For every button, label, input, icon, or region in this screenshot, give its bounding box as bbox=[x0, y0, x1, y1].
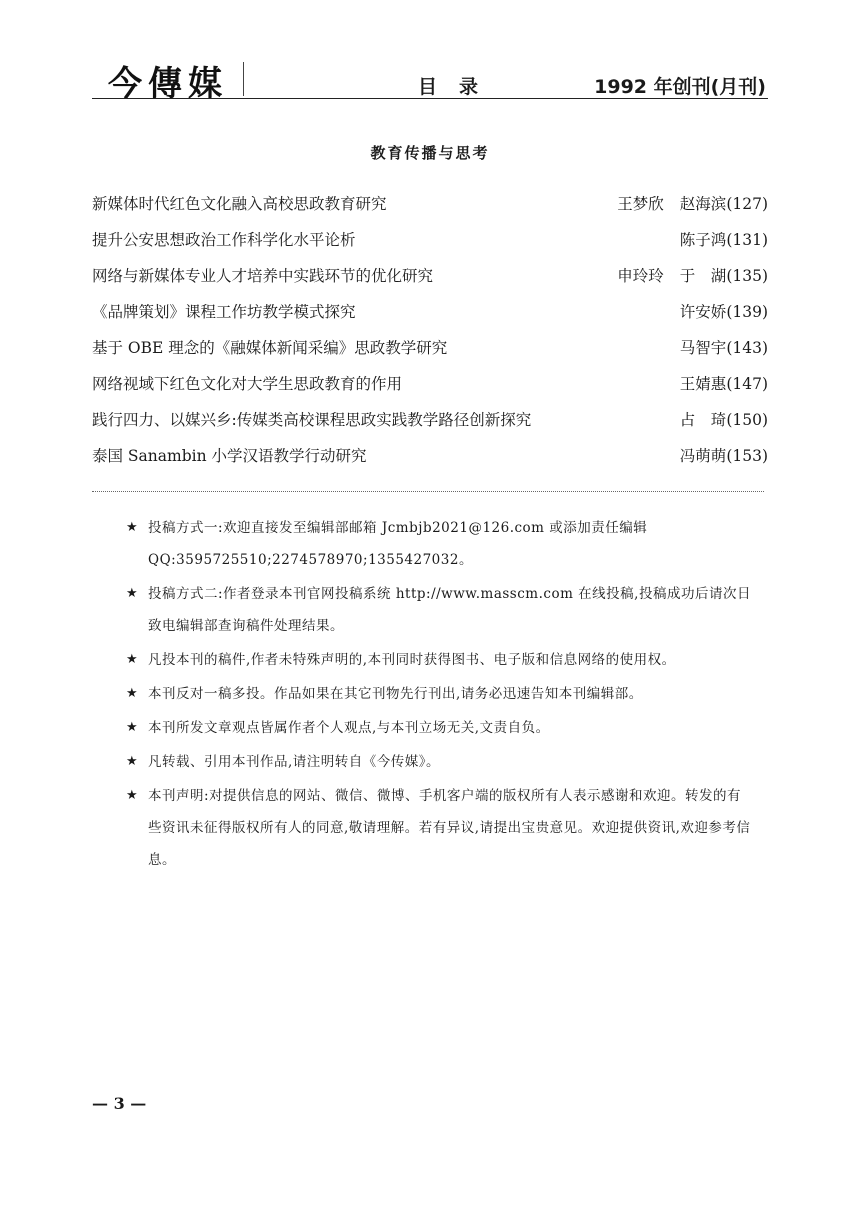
toc-entry-title: 提升公安思想政治工作科学化水平论析 bbox=[92, 231, 356, 249]
note-text: 凡转载、引用本刊作品,请注明转自《今传媒》。 bbox=[148, 754, 441, 770]
contents-heading: 目录 bbox=[418, 76, 501, 98]
toc-entry[interactable] bbox=[92, 262, 768, 298]
note-item bbox=[126, 644, 752, 676]
toc-entry-title: 新媒体时代红色文化融入高校思政教育研究 bbox=[92, 195, 387, 213]
star-icon: ★ bbox=[126, 520, 139, 535]
star-icon: ★ bbox=[126, 586, 139, 601]
founded-note: 1992 年创刊(月刊) bbox=[594, 76, 766, 98]
note-text: 本刊声明:对提供信息的网站、微信、微博、手机客户端的版权所有人表示感谢和欢迎。转发的有些资讯未征得版权所有人的同意,敬请理解。若有异议,请提出宝贵意见。欢迎提供资讯,欢迎参考信息。 bbox=[148, 788, 751, 868]
note-item bbox=[126, 512, 752, 576]
toc-entry-author bbox=[680, 370, 768, 398]
toc-entry-title: 泰国 Sanambin 小学汉语教学行动研究 bbox=[92, 447, 367, 465]
note-item bbox=[126, 712, 752, 744]
toc-entry-author bbox=[617, 190, 768, 218]
toc-author-first: 申玲玲 bbox=[617, 267, 664, 285]
toc-page-number: (150) bbox=[726, 411, 768, 429]
toc-entry-title: 基于 OBE 理念的《融媒体新闻采编》思政教学研究 bbox=[92, 339, 448, 357]
note-item bbox=[126, 578, 752, 642]
toc-entry-author bbox=[680, 298, 768, 326]
toc-entry-author bbox=[680, 334, 768, 362]
toc-author-second: 冯萌萌 bbox=[679, 447, 727, 465]
toc-author-second: 许安娇 bbox=[679, 303, 727, 321]
logo-divider bbox=[243, 62, 244, 96]
star-icon: ★ bbox=[126, 686, 139, 701]
toc-page-number: (127) bbox=[726, 195, 768, 213]
toc-entry-title: 网络与新媒体专业人才培养中实践环节的优化研究 bbox=[92, 267, 434, 285]
toc-entry-author bbox=[617, 262, 768, 290]
header-rule bbox=[92, 98, 768, 99]
star-icon: ★ bbox=[126, 720, 139, 735]
toc-page-number: (139) bbox=[726, 303, 768, 321]
toc-entry[interactable] bbox=[92, 442, 768, 478]
section-title: 教育传播与思考 bbox=[370, 144, 490, 162]
submission-notes bbox=[126, 512, 752, 878]
star-icon: ★ bbox=[126, 788, 139, 803]
toc-author-second: 马智宇 bbox=[679, 339, 727, 357]
note-text: 投稿方式二:作者登录本刊官网投稿系统 http://www.masscm.com 在线投稿,投稿成功后请次日致电编辑部查询稿件处理结果。 bbox=[148, 586, 751, 634]
toc-entry[interactable] bbox=[92, 298, 768, 334]
toc-page-number: (131) bbox=[726, 231, 768, 249]
toc-page-number: (135) bbox=[726, 267, 768, 285]
note-text: 凡投本刊的稿件,作者未特殊声明的,本刊同时获得图书、电子版和信息网络的使用权。 bbox=[148, 652, 676, 668]
star-icon: ★ bbox=[126, 652, 139, 667]
toc-entry[interactable] bbox=[92, 370, 768, 406]
note-text: 投稿方式一:欢迎直接发至编辑部邮箱 Jcmbjb2021@126.com 或添加责任编辑 QQ:3595725510;2274578970;1355427032。 bbox=[148, 520, 648, 568]
toc-entry[interactable] bbox=[92, 190, 768, 226]
note-text: 本刊反对一稿多投。作品如果在其它刊物先行刊出,请务必迅速告知本刊编辑部。 bbox=[148, 686, 643, 702]
note-item bbox=[126, 678, 752, 710]
toc-entry-title: 践行四力、以媒兴乡:传媒类高校课程思政实践教学路径创新探究 bbox=[92, 411, 532, 429]
toc-entry[interactable] bbox=[92, 406, 768, 442]
toc-entry-author bbox=[680, 442, 768, 470]
star-icon: ★ bbox=[126, 754, 139, 769]
note-text: 本刊所发文章观点皆属作者个人观点,与本刊立场无关,文责自负。 bbox=[148, 720, 550, 736]
toc-page-number: (147) bbox=[726, 375, 768, 393]
note-item bbox=[126, 746, 752, 778]
toc-author-second: 赵海滨 bbox=[679, 195, 727, 213]
toc-entry-author bbox=[680, 226, 768, 254]
dotted-divider bbox=[92, 491, 764, 492]
toc-author-second: 王婧惠 bbox=[679, 375, 727, 393]
toc-entry-title: 《品牌策划》课程工作坊教学模式探究 bbox=[92, 303, 356, 321]
toc-page-number: (153) bbox=[726, 447, 768, 465]
table-of-contents bbox=[92, 190, 768, 478]
toc-entry[interactable] bbox=[92, 226, 768, 262]
journal-logo: 今傳媒 bbox=[108, 64, 228, 104]
toc-entry-title: 网络视域下红色文化对大学生思政教育的作用 bbox=[92, 375, 403, 393]
toc-entry[interactable] bbox=[92, 334, 768, 370]
toc-entry-author bbox=[680, 406, 768, 434]
toc-author-second: 陈子鸿 bbox=[679, 231, 727, 249]
toc-page-number: (143) bbox=[726, 339, 768, 357]
toc-author-first: 王梦欣 bbox=[617, 195, 664, 213]
toc-author-second: 占 琦 bbox=[679, 411, 727, 429]
page-number: — 3 — bbox=[92, 1094, 147, 1113]
toc-author-second: 于 湖 bbox=[679, 267, 727, 285]
note-item bbox=[126, 780, 752, 876]
